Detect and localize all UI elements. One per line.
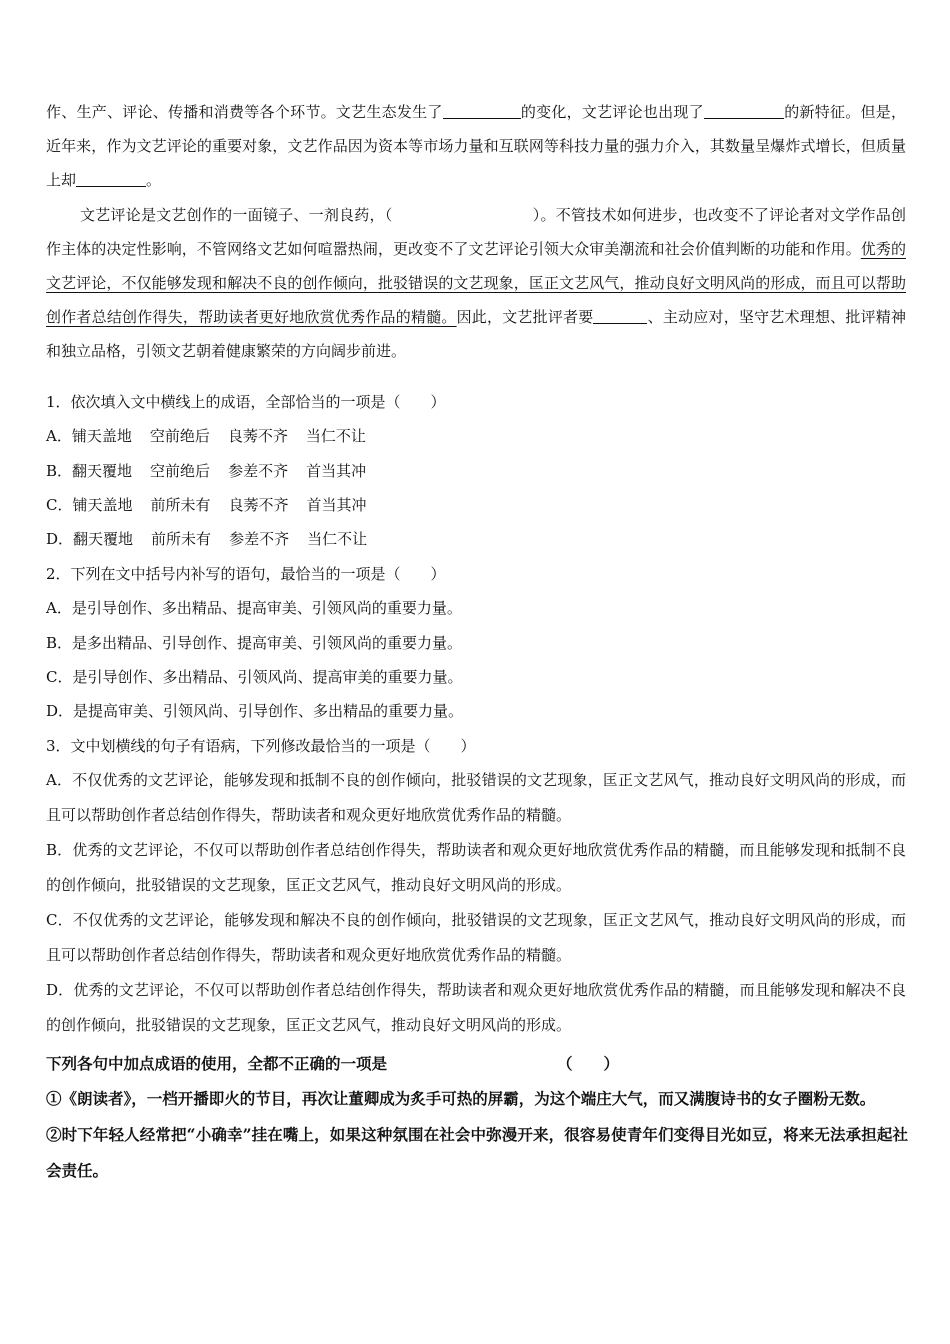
passage-paragraph-2: 文艺评论是文艺创作的一面镜子、一剂良药，（ ）。不管技术如何进步，也改变不了评论者对文学作品创作主体的决定性影响，不管网络文艺如何喧嚣热闹，更改变不了文艺评论引领大众审美潮流和社会价值判断的功能和作用。优秀的文艺评论，不仅能够发现和解决不良的创作倾向，批驳错误的文艺现象，匡正文艺风气，推动良好文明风尚的形成，而且可以帮助创作者总结创作得失，帮助读者更好地欣赏优秀作品的精髓。因此，文艺批评者要 、主动应对，坚守艺术理想、批评精神和独立品格，引领文艺朝着健康繁荣的方向阔步前进。 <box>46 206 906 360</box>
question-4-item-2: ②时下年轻人经常把“小确幸”挂在嘴上，如果这种氛围在社会中弥漫开来，很容易使青年们变得目光如豆，将来无法承担起社会责任。 <box>46 1125 908 1180</box>
question-2-option-d[interactable]: D．是提高审美、引领风尚、引导创作、多出精品的重要力量。 <box>46 702 464 721</box>
answer-bracket: （ ） <box>557 1054 620 1073</box>
fill-blank-4 <box>593 307 647 324</box>
question-1-stem: 1．依次填入文中横线上的成语，全部恰当的一项是（ ） <box>46 393 446 411</box>
question-2-option-b[interactable]: B．是多出精品、引导创作、提高审美、引领风尚的重要力量。 <box>46 633 463 652</box>
question-1-option-b[interactable]: B．翻天覆地 空前绝后 参差不齐 首当其冲 <box>46 461 367 480</box>
question-3-option-a[interactable]: A．不仅优秀的文艺评论，能够发现和抵制不良的创作倾向，批驳错误的文艺现象，匡正文艺风气，推动良好文明风尚的形成，而且可以帮助创作者总结创作得失，帮助读者和观众更好地欣赏优秀作品的精髓。 <box>46 771 906 825</box>
question-1-option-a[interactable]: A．铺天盖地 空前绝后 良莠不齐 当仁不让 <box>46 427 366 446</box>
question-3-option-c[interactable]: C．不仅优秀的文艺评论，能够发现和解决不良的创作倾向，批驳错误的文艺现象，匡正文艺风气，推动良好文明风尚的形成，而且可以帮助创作者总结创作得失，帮助读者和观众更好地欣赏优秀作品的精髓。 <box>46 911 906 965</box>
fill-blank-1 <box>443 102 521 119</box>
question-4-stem: 下列各句中加点成语的使用，全都不正确的一项是 （ ） <box>46 1047 908 1081</box>
question-3-option-d[interactable]: D．优秀的文艺评论，不仅可以帮助创作者总结创作得失，帮助读者和观众更好地欣赏优秀作品的精髓，而且能够发现和解决不良的创作倾向，批驳错误的文艺现象，匡正文艺风气，推动良好文明风尚的形成。 <box>46 981 906 1035</box>
question-1-option-c[interactable]: C．铺天盖地 前所未有 良莠不齐 首当其冲 <box>46 495 367 514</box>
underlined-sentence: 优秀的文艺评论，不仅能够发现和解决不良的创作倾向，批驳错误的文艺现象，匡正文艺风气，推动良好文明风尚的形成，而且可以帮助创作者总结创作得失，帮助读者更好地欣赏优秀作品的精髓。 <box>46 240 906 326</box>
question-3-option-b[interactable]: B．优秀的文艺评论，不仅可以帮助创作者总结创作得失，帮助读者和观众更好地欣赏优秀作品的精髓，而且能够发现和抵制不良的创作倾向，批驳错误的文艺现象，匡正文艺风气，推动良好文明风尚的形成。 <box>46 841 906 895</box>
question-3 <box>46 729 906 1043</box>
fill-blank-2 <box>704 102 784 119</box>
question-4 <box>46 1047 908 1189</box>
question-2-stem: 2．下列在文中括号内补写的语句，最恰当的一项是（ ） <box>46 565 446 583</box>
question-2-option-a[interactable]: A．是引导创作、多出精品、提高审美、引领风尚的重要力量。 <box>46 599 462 618</box>
question-3-stem: 3．文中划横线的句子有语病，下列修改最恰当的一项是（ ） <box>46 737 476 755</box>
question-2-option-c[interactable]: C．是引导创作、多出精品、引领风尚、提高审美的重要力量。 <box>46 667 463 686</box>
reading-passage <box>46 95 906 368</box>
passage-paragraph-1: 作、生产、评论、传播和消费等各个环节。文艺生态发生了 的变化，文艺评论也出现了 的新特征。但是，近年来，作为文艺评论的重要对象，文艺作品因为资本等市场力量和互联网等科技力量的强力介入，其数量呈爆炸式增长，但质量上却 。 <box>46 103 906 189</box>
fill-blank-3 <box>76 170 146 187</box>
question-2 <box>46 557 906 728</box>
question-1-option-d[interactable]: D．翻天覆地 前所未有 参差不齐 当仁不让 <box>46 530 368 549</box>
question-1 <box>46 385 906 556</box>
question-4-item-1: ①《朗读者》，一档开播即火的节目，再次让董卿成为炙手可热的屏霸，为这个端庄大气，而又满腹诗书的女子圈粉无数。 <box>46 1089 876 1108</box>
